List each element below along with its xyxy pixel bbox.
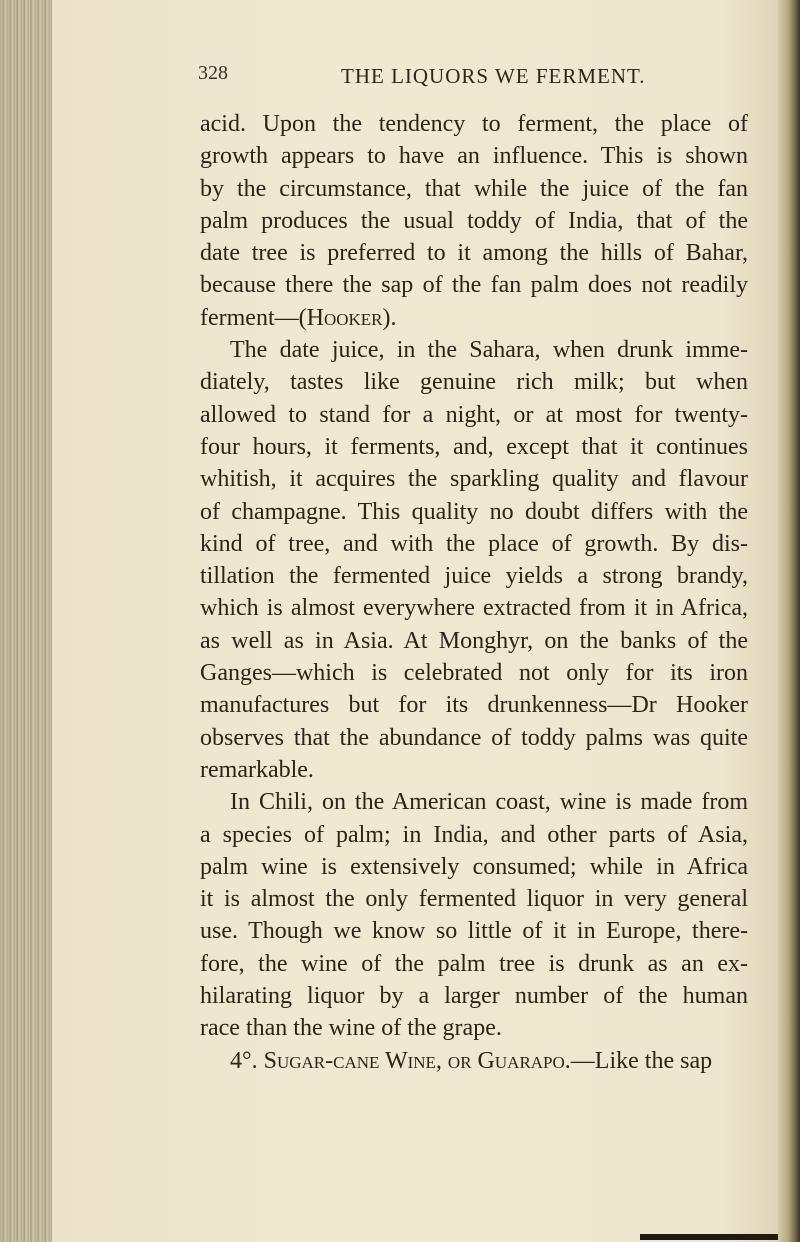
- running-head: THE LIQUORS WE FERMENT.: [341, 64, 646, 88]
- text-line: palm wine is extensively consumed; while in Africa: [200, 853, 748, 880]
- text-line: [200, 302, 748, 334]
- page-header: [198, 62, 758, 92]
- page-fore-edge: [778, 0, 800, 1242]
- text-line: date tree is preferred to it among the hills of Bahar,: [200, 240, 748, 267]
- text-line: kind of tree, and with the place of growth. By dis-: [200, 530, 748, 557]
- text-line: remarkable.: [200, 756, 314, 783]
- text-fragment: ferment—(: [200, 304, 307, 331]
- text-line: use. Though we know so little of it in Europe, there-: [200, 918, 748, 945]
- text-line: of champagne. This quality no doubt differs with the: [200, 498, 748, 525]
- text-line: by the circumstance, that while the juice of the fan: [200, 175, 748, 202]
- text-line: whitish, it acquires the sparkling quality and flavour: [200, 466, 748, 493]
- text-line: four hours, it ferments, and, except that it continues: [200, 433, 748, 460]
- text-line: because there the sap of the fan palm does not readily: [200, 272, 748, 299]
- bottom-edge-shadow: [640, 1234, 778, 1240]
- text-line: growth appears to have an influence. This is shown: [200, 143, 748, 170]
- section-heading: Sugar-cane Wine, or Guarapo.: [263, 1047, 571, 1074]
- text-line: fore, the wine of the palm tree is drunk as an ex-: [200, 950, 748, 977]
- text-line: allowed to stand for a night, or at most for twenty-: [200, 401, 748, 428]
- text-fragment: —Like the sap: [570, 1047, 713, 1074]
- text-line: tillation the fermented juice yields a strong brandy,: [200, 563, 748, 590]
- text-line: race than the wine of the grape.: [200, 1015, 502, 1042]
- section-number: 4°.: [230, 1047, 264, 1074]
- text-line: diately, tastes like genuine rich milk; but when: [200, 369, 748, 396]
- text-line: [200, 1045, 748, 1077]
- text-fragment: ).: [382, 304, 397, 331]
- author-citation: Hooker: [306, 304, 383, 331]
- body-text: [200, 108, 748, 1077]
- text-line: observes that the abundance of toddy palms was quite: [200, 724, 748, 751]
- text-line: it is almost the only fermented liquor in very general: [200, 886, 748, 913]
- text-line: Ganges—which is celebrated not only for its iron: [200, 660, 748, 687]
- text-line: manufactures but for its drunkenness—Dr Hooker: [200, 692, 748, 719]
- text-line: which is almost everywhere extracted from it in Africa,: [200, 595, 748, 622]
- text-line: as well as in Asia. At Monghyr, on the banks of the: [200, 627, 748, 654]
- page-number: 328: [198, 62, 228, 84]
- text-line: In Chili, on the American coast, wine is made from: [230, 789, 748, 816]
- page-gutter-edge: [0, 0, 52, 1242]
- text-line: a species of palm; in India, and other parts of Asia,: [200, 821, 748, 848]
- text-line: hilarating liquor by a larger number of the human: [200, 983, 748, 1010]
- text-line: The date juice, in the Sahara, when drunk imme-: [230, 337, 748, 364]
- text-line: acid. Upon the tendency to ferment, the place of: [200, 111, 748, 137]
- text-line: palm produces the usual toddy of India, that of the: [200, 207, 748, 234]
